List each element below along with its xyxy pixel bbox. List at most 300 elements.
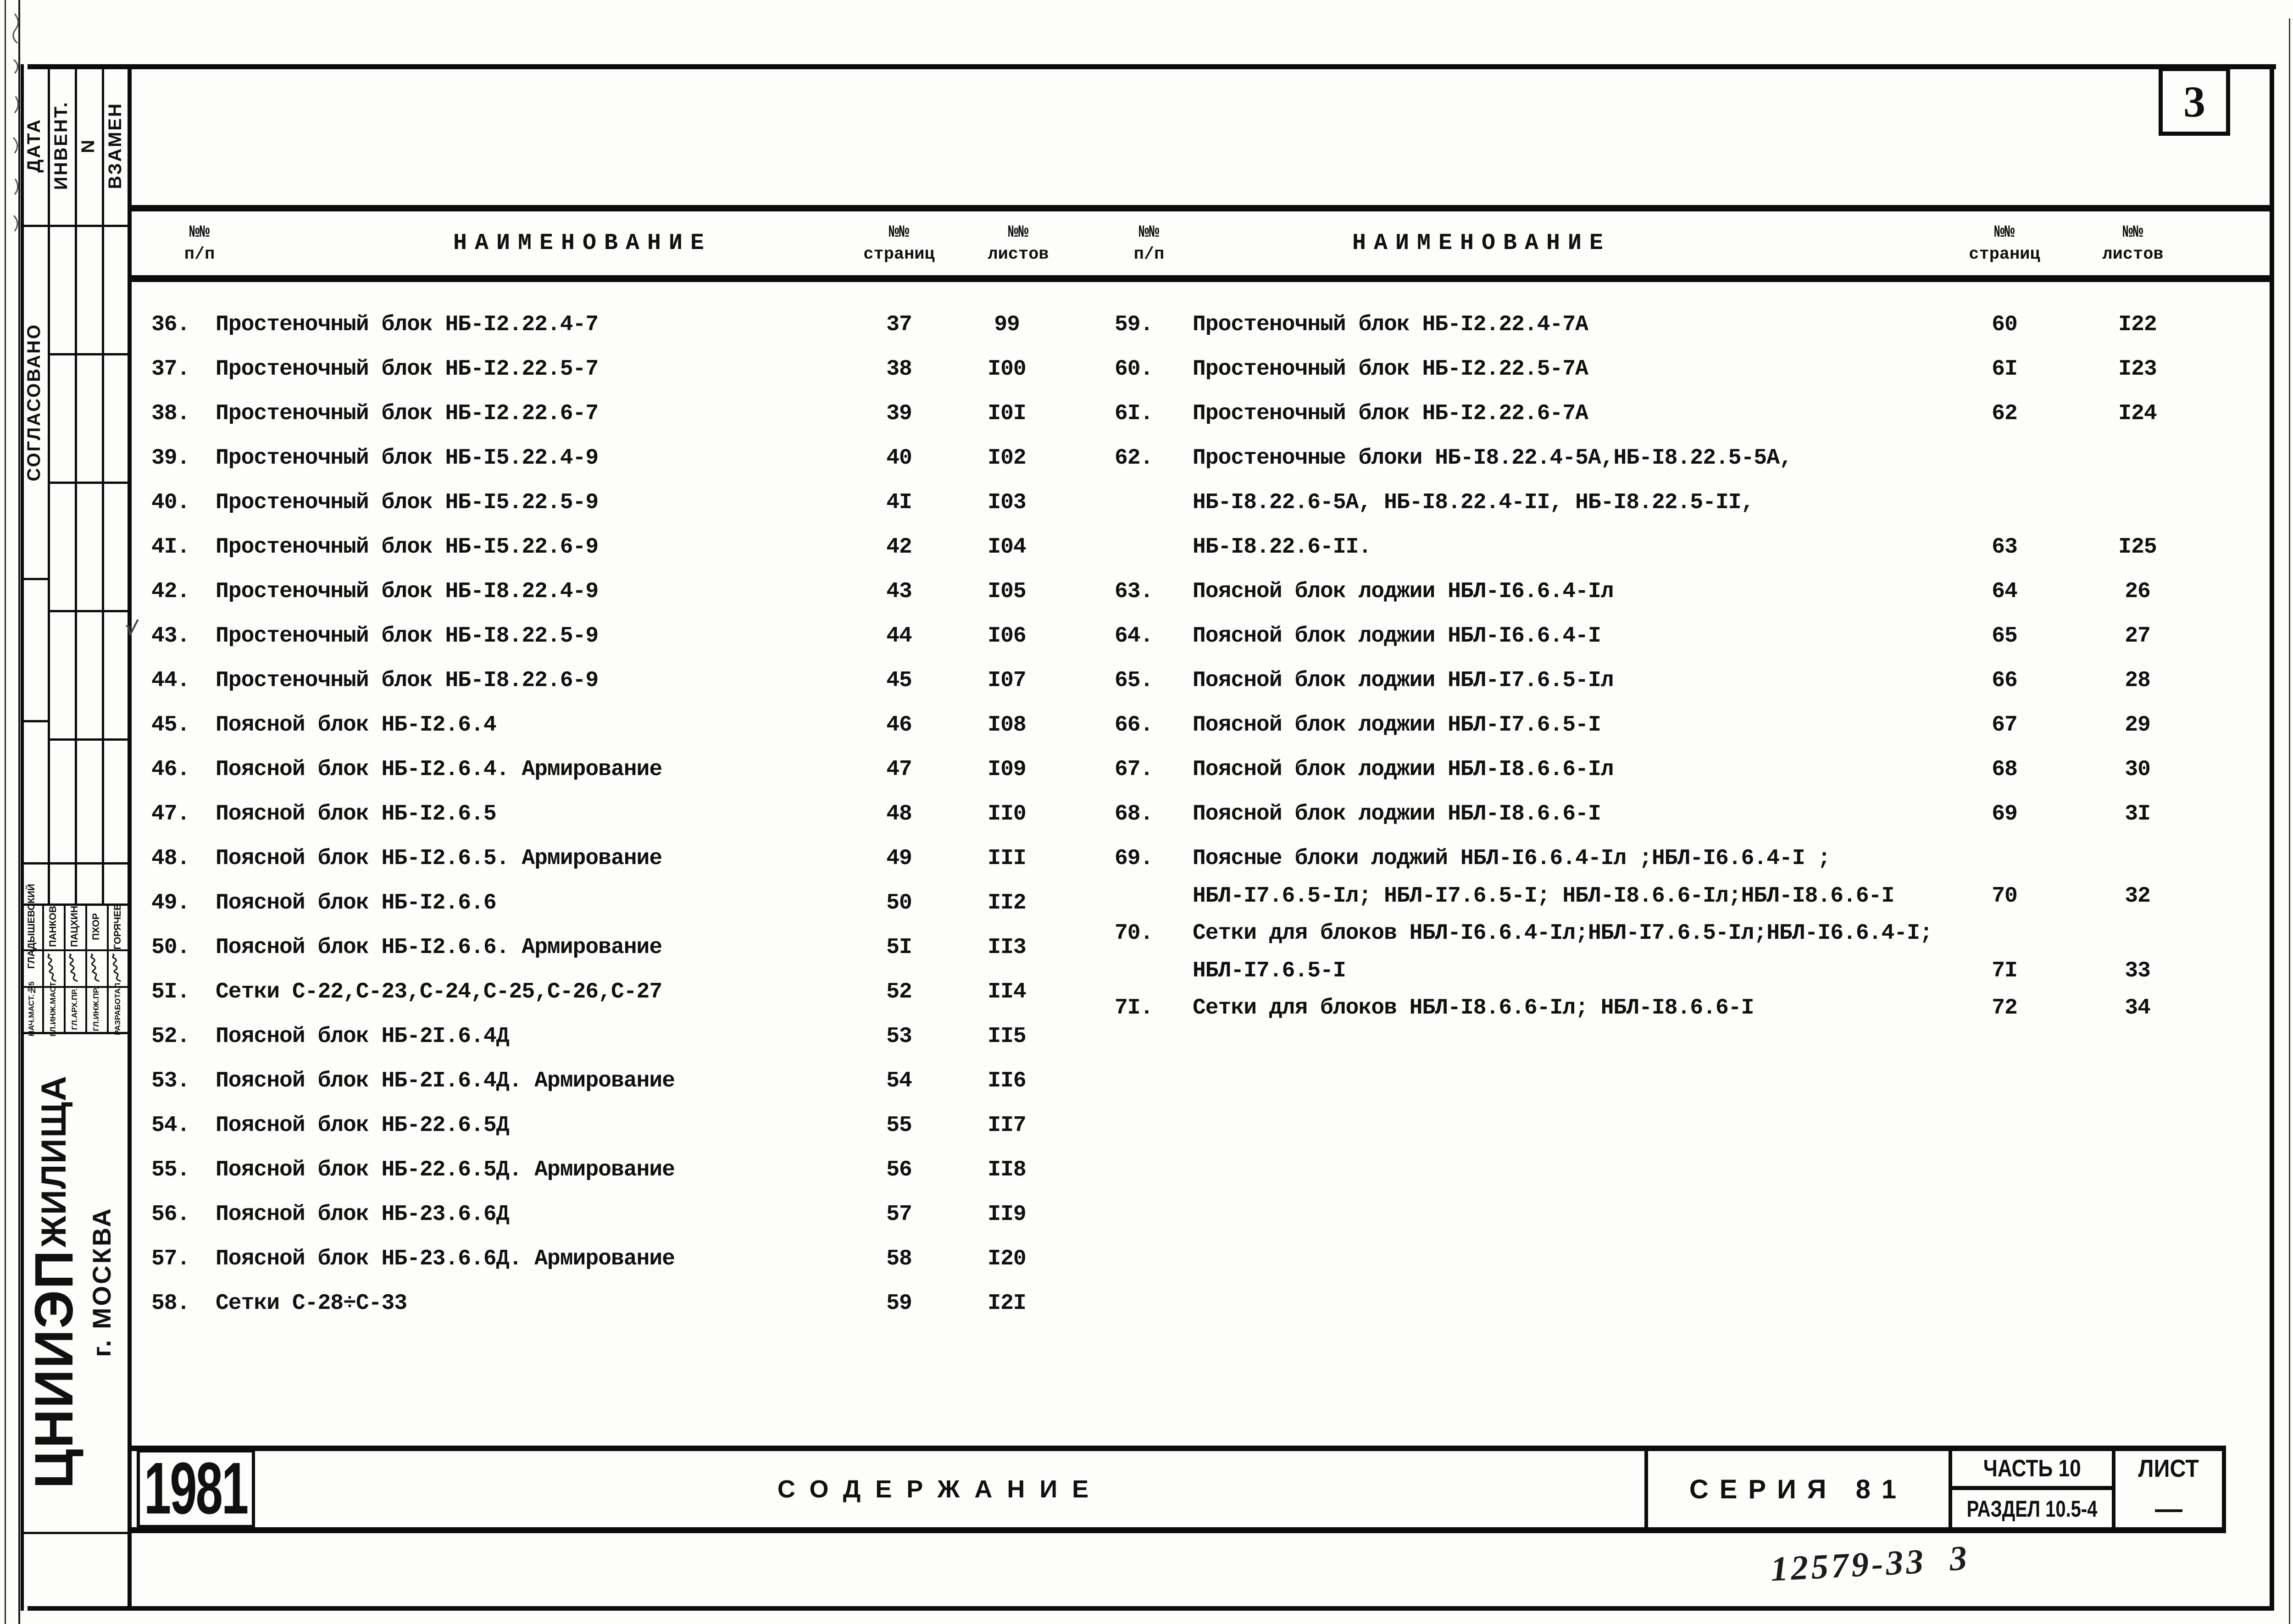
row-title-line: Поясной блок НБ-I2.6.5. Армирование <box>216 846 662 871</box>
sidebar-grid-line <box>48 610 131 612</box>
signer-column <box>21 884 44 1036</box>
header-name-left <box>307 211 858 275</box>
row-page: 39 <box>886 401 912 426</box>
row-page: 70 <box>1992 884 2017 909</box>
contents-title <box>665 1451 1216 1527</box>
header-pages-left <box>830 211 968 275</box>
header-no-sign: №№ <box>1994 222 2015 242</box>
row-page: 38 <box>886 357 912 382</box>
frame-bottom <box>28 1606 2274 1611</box>
row-number: 39. <box>151 446 190 471</box>
row-number: 36. <box>151 312 190 337</box>
row-sheet: III <box>988 846 1026 871</box>
row-title-line: Поясной блок лоджии НБЛ-I7.6.5-Iл <box>1193 668 1614 693</box>
header-name-label: НАИМЕНОВАНИЕ <box>453 230 712 256</box>
series-cell <box>1648 1451 1949 1527</box>
header-sheets-label: листов <box>2102 244 2164 264</box>
header-num-right <box>1103 211 1195 275</box>
stamp-sheet-text: 3 <box>1948 1538 1968 1579</box>
row-title-line: Поясной блок НБ-22.6.5Д. Армирование <box>216 1158 675 1182</box>
row-title <box>1193 986 2234 1031</box>
signer-role: РАЗРАБОТАЛ <box>113 982 122 1036</box>
row-page: 4I <box>886 490 912 515</box>
row-sheet: I25 <box>2118 535 2157 560</box>
row-page: 45 <box>886 668 912 693</box>
row-sheet: I06 <box>988 624 1026 648</box>
row-sheet: 34 <box>2125 996 2150 1020</box>
row-title <box>1193 911 2234 986</box>
header-num-left <box>151 211 248 275</box>
row-title-line: Простеночный блок НБ-I5.22.6-9 <box>216 535 599 560</box>
contents-title-text: СОДЕРЖАНИЕ <box>777 1475 1104 1503</box>
row-title-line: Сетки С-28÷С-33 <box>216 1291 407 1316</box>
row-page: 66 <box>1992 668 2017 693</box>
header-no-label: п/п <box>1133 244 1165 264</box>
sidebar-grid-line <box>21 1532 131 1534</box>
row-sheet: I0I <box>988 401 1026 426</box>
signer-column <box>64 903 87 1032</box>
row-number: 47. <box>151 802 190 826</box>
row-sheet: I04 <box>988 535 1026 560</box>
row-number: 56. <box>151 1202 190 1227</box>
replaced-label: ВЗАМЕН <box>105 102 125 189</box>
part-cell <box>1952 1451 2112 1486</box>
signature-icon <box>87 953 105 982</box>
table-header-bottom-rule <box>132 275 2271 282</box>
row-title-line: Простеночный блок НБ-I5.22.5-9 <box>216 490 599 515</box>
row-number: 57. <box>151 1247 190 1271</box>
toc-row <box>1115 303 2234 347</box>
toc-row <box>151 792 1092 837</box>
row-sheet: I20 <box>988 1247 1026 1271</box>
sidebar-agreed <box>21 227 48 578</box>
sidebar-header-data <box>21 67 48 225</box>
list-label-text: ЛИСТ <box>2138 1455 2199 1482</box>
toc-row <box>151 837 1092 881</box>
row-page: 47 <box>886 757 912 782</box>
institute-acronym: ЦНИИЭП <box>23 1249 84 1489</box>
header-no-sign: №№ <box>888 222 910 242</box>
row-number: 5I. <box>151 980 190 1004</box>
signer-role-cell <box>64 986 85 1032</box>
row-sheet: I22 <box>2118 312 2157 337</box>
signer-name-cell <box>85 903 107 949</box>
stamp-sheet-handwritten <box>1948 1538 1968 1579</box>
row-title-line: Поясной блок лоджии НБЛ-I7.6.5-I <box>1193 713 1601 737</box>
row-title-line: Простеночный блок НБ-I5.22.4-9 <box>216 446 599 471</box>
row-sheet: II2 <box>988 891 1026 915</box>
row-number: 65. <box>1115 668 1153 693</box>
row-number: 50. <box>151 935 190 960</box>
row-number: 59. <box>1115 312 1153 337</box>
toc-row <box>151 392 1092 436</box>
row-number: 53. <box>151 1069 190 1093</box>
row-number: 46. <box>151 757 190 782</box>
row-title-line: Поясной блок лоджии НБЛ-I6.6.4-I <box>1193 624 1601 648</box>
part-text: ЧАСТЬ 10 <box>1983 1455 2081 1482</box>
header-pages-label: страниц <box>1969 244 2040 264</box>
row-sheet: I05 <box>988 579 1026 604</box>
row-title-line: Простеночный блок НБ-I2.22.4-7А <box>1193 312 1588 337</box>
row-number: 6I. <box>1115 401 1153 426</box>
signature-icon <box>109 953 127 982</box>
row-page: 69 <box>1992 802 2017 826</box>
header-name-right <box>1206 211 1757 275</box>
row-number: 43. <box>151 624 190 648</box>
sidebar-grid-line <box>48 482 131 484</box>
signer-name-cell <box>42 903 64 949</box>
signer-role: НАЧ.МАСТ.№5 <box>27 981 36 1036</box>
header-sheets-right <box>2073 211 2193 275</box>
toc-row <box>1115 347 2234 392</box>
toc-row <box>1115 703 2234 748</box>
titleblock-bottom-rule <box>132 1527 2226 1533</box>
row-sheet: 28 <box>2125 668 2150 693</box>
header-no-sign: №№ <box>1138 222 1160 242</box>
header-pages-label: страниц <box>863 244 935 264</box>
toc-row <box>151 1148 1092 1192</box>
row-title-line: Сетки для блоков НБЛ-I6.6.4-Iл;НБЛ-I7.6.5-Iл;НБЛ-I6.6.4-I; <box>1193 921 1932 946</box>
row-title-line: Поясной блок лоджии НБЛ-I8.6.6-Iл <box>1193 757 1614 782</box>
row-page: 7I <box>1992 959 2017 983</box>
row-page: 6I <box>1992 357 2017 382</box>
row-number: 45. <box>151 713 190 737</box>
sidebar-grid-line <box>21 862 131 865</box>
row-number: 68. <box>1115 802 1153 826</box>
institute-city: г. МОСКВА <box>87 1207 116 1357</box>
row-title <box>1193 303 2234 347</box>
section-cell <box>1952 1490 2112 1527</box>
row-number: 66. <box>1115 713 1153 737</box>
signer-name: ПАЦХИН <box>69 906 80 947</box>
titleblock-mid-rule <box>1949 1486 2115 1490</box>
toc-row <box>151 1059 1092 1103</box>
sidebar-grid-line <box>48 738 131 741</box>
row-number: 55. <box>151 1158 190 1182</box>
signer-name: ПХОР <box>90 913 101 940</box>
header-pages-right <box>1936 211 2073 275</box>
row-page: 64 <box>1992 579 2017 604</box>
row-sheet: 99 <box>994 312 1020 337</box>
section-text: РАЗДЕЛ 10.5-4 <box>1966 1496 2098 1522</box>
row-sheet: 27 <box>2125 624 2150 648</box>
check-icon: √ <box>122 616 139 643</box>
date-label: ДАТА <box>24 118 44 173</box>
signature-block <box>21 884 128 1036</box>
row-sheet: II3 <box>988 935 1026 960</box>
row-title <box>1193 792 2234 837</box>
row-title-line: Простеночный блок НБ-I8.22.6-9 <box>216 668 599 693</box>
list-label-cell <box>2115 1451 2222 1486</box>
series-text: СЕРИЯ 81 <box>1689 1474 1908 1504</box>
toc-row <box>1115 614 2234 659</box>
header-no-label: п/п <box>184 244 215 264</box>
row-page: 52 <box>886 980 912 1004</box>
row-sheet: 30 <box>2125 757 2150 782</box>
titleblock-divider <box>1644 1446 1648 1533</box>
row-title-line: Поясной блок НБ-22.6.5Д <box>216 1113 509 1138</box>
toc-row <box>122 614 1092 659</box>
row-title-line: Поясной блок НБ-I2.6.4. Армирование <box>216 757 662 782</box>
toc-row <box>151 570 1092 614</box>
row-page: 59 <box>886 1291 912 1316</box>
row-number: 49. <box>151 891 190 915</box>
sidebar-grid-line <box>21 720 50 722</box>
row-title-line: Сетки С-22,С-23,С-24,С-25,С-26,С-27 <box>216 980 662 1004</box>
toc-row <box>151 1192 1092 1237</box>
toc-row <box>151 970 1092 1014</box>
sidebar-grid-line <box>48 353 131 355</box>
row-page: 62 <box>1992 401 2017 426</box>
frame-top <box>28 64 2276 69</box>
institute-block <box>21 1034 128 1530</box>
toc-row <box>1115 659 2234 703</box>
row-title-line: Поясной блок лоджии НБЛ-I8.6.6-I <box>1193 802 1601 826</box>
signature-cell <box>64 949 85 986</box>
signature-icon <box>44 953 62 982</box>
row-page: 67 <box>1992 713 2017 737</box>
signature-cell <box>85 949 107 986</box>
toc-row <box>151 347 1092 392</box>
row-sheet: II4 <box>988 980 1026 1004</box>
row-title-line: Поясной блок НБ-I2.6.4 <box>216 713 496 737</box>
row-number: 69. <box>1115 846 1153 871</box>
stamp-number-handwritten <box>1770 1541 1927 1590</box>
signer-name: ГОРЯЧЕВ <box>112 903 123 950</box>
row-sheet: 29 <box>2125 713 2150 737</box>
row-page: 50 <box>886 891 912 915</box>
row-title <box>1193 392 2234 436</box>
row-number: 48. <box>151 846 190 871</box>
sheet-number: 3 <box>2183 77 2205 126</box>
row-title-line: Простеночный блок НБ-I2.22.6-7 <box>216 401 599 426</box>
row-title-line: Простеночный блок НБ-I8.22.5-9 <box>216 624 599 648</box>
row-page: 44 <box>886 624 912 648</box>
row-page: 68 <box>1992 757 2017 782</box>
row-title-line: Поясной блок НБ-I2.6.5 <box>216 802 496 826</box>
row-sheet: 26 <box>2125 579 2150 604</box>
sidebar-grid-line <box>21 578 50 580</box>
row-page: 5I <box>886 935 912 960</box>
signer-name-cell <box>21 884 42 969</box>
row-page: 40 <box>886 446 912 471</box>
row-page: 63 <box>1992 535 2017 560</box>
signer-column <box>85 903 109 1032</box>
toc-row <box>1115 837 2234 911</box>
row-sheet: I08 <box>988 713 1026 737</box>
sidebar-header-invent-no <box>75 67 102 225</box>
row-page: 49 <box>886 846 912 871</box>
toc-row <box>1115 911 2234 986</box>
toc-row <box>151 525 1092 570</box>
row-number: 70. <box>1115 921 1153 946</box>
institute-word: ЖИЛИЩА <box>34 1075 73 1247</box>
agreed-label: СОГЛАСОВАНО <box>24 323 44 482</box>
toc-row <box>151 1103 1092 1148</box>
row-title-line: Простеночные блоки НБ-I8.22.4-5А,НБ-I8.22.5-5А, <box>1193 446 1792 471</box>
row-number: 62. <box>1115 446 1153 471</box>
row-page: 37 <box>886 312 912 337</box>
row-sheet: I02 <box>988 446 1026 471</box>
titleblock-top-rule <box>132 1446 2226 1451</box>
row-sheet: I2I <box>988 1291 1026 1316</box>
header-no-sign: №№ <box>189 222 210 242</box>
row-title <box>1193 748 2234 792</box>
row-title <box>1193 436 2234 570</box>
row-title <box>1193 347 2234 392</box>
row-title-line: Сетки для блоков НБЛ-I8.6.6-Iл; НБЛ-I8.6.6-I <box>1193 996 1754 1020</box>
row-number: 4I. <box>151 535 190 560</box>
toc-row <box>151 703 1092 748</box>
row-page: 48 <box>886 802 912 826</box>
signer-role: ГЛ.АРХ.ПР. <box>70 988 79 1030</box>
toc-row <box>1115 792 2234 837</box>
row-title-line: Поясной блок НБ-23.6.6Д. Армирование <box>216 1247 675 1271</box>
row-title <box>1193 614 2234 659</box>
header-sheets-label: листов <box>988 244 1049 264</box>
toc-row <box>1115 436 2234 570</box>
header-name-label: НАИМЕНОВАНИЕ <box>1352 230 1611 256</box>
toc-row <box>1115 570 2234 614</box>
row-number: 44. <box>151 668 190 693</box>
signer-column <box>42 903 66 1036</box>
row-title-line: Простеночный блок НБ-I2.22.5-7 <box>216 357 599 382</box>
row-title-line: НБЛ-I7.6.5-I <box>1193 959 1346 983</box>
row-sheet: I07 <box>988 668 1026 693</box>
signer-role-cell <box>85 986 107 1032</box>
row-number: 40. <box>151 490 190 515</box>
row-number: 58. <box>151 1291 190 1316</box>
row-title-line: Простеночный блок НБ-I8.22.4-9 <box>216 579 599 604</box>
row-number: 38. <box>151 401 190 426</box>
row-page: 65 <box>1992 624 2017 648</box>
row-number: 64. <box>1115 624 1153 648</box>
row-title-line: Поясной блок НБ-2I.6.4Д <box>216 1024 509 1049</box>
signer-name-cell <box>64 903 85 949</box>
row-title <box>1193 837 2234 911</box>
row-sheet: I23 <box>2118 357 2157 382</box>
row-sheet: 32 <box>2125 884 2150 909</box>
stamp-number-text: 12579-33 <box>1770 1542 1927 1589</box>
row-page: 43 <box>886 579 912 604</box>
row-sheet: I24 <box>2118 401 2157 426</box>
row-title <box>1193 659 2234 703</box>
toc-row <box>151 881 1092 926</box>
toc-row <box>151 1237 1092 1281</box>
row-title-line: Поясной блок НБ-I2.6.6. Армирование <box>216 935 662 960</box>
row-sheet: I03 <box>988 490 1026 515</box>
toc-row <box>151 748 1092 792</box>
row-page: 54 <box>886 1069 912 1093</box>
institute-name <box>23 1075 84 1489</box>
signer-name: ГЛАДЫШЕВСКИЙ <box>26 884 37 969</box>
row-title-line: Поясной блок лоджии НБЛ-I6.6.4-Iл <box>1193 579 1614 604</box>
list-value-cell <box>2115 1490 2222 1527</box>
year-box <box>137 1449 255 1528</box>
toc-row <box>1115 986 2234 1031</box>
row-number: 60. <box>1115 357 1153 382</box>
signer-role-cell <box>21 981 42 1036</box>
toc-row <box>151 1014 1092 1059</box>
signer-role: ГЛ.ИНЖ.МАСТ <box>48 981 57 1036</box>
row-title-line: НБ-I8.22.6-5А, НБ-I8.22.4-II, НБ-I8.22.5-II, <box>1193 490 1754 515</box>
sheet-number-box <box>2159 67 2230 136</box>
row-number: 67. <box>1115 757 1153 782</box>
header-no-sign: №№ <box>1008 222 1029 242</box>
row-number: 63. <box>1115 579 1153 604</box>
signer-role: ГЛ.ИНЖ.ПР. <box>91 987 100 1031</box>
header-no-sign: №№ <box>2122 222 2143 242</box>
row-title-line: Поясной блок НБ-23.6.6Д <box>216 1202 509 1227</box>
signer-name-cell <box>107 903 128 949</box>
year-value: 1981 <box>144 1447 248 1530</box>
row-title-line: НБ-I8.22.6-II. <box>1193 535 1371 560</box>
row-page: 42 <box>886 535 912 560</box>
frame-right <box>2270 64 2274 1611</box>
row-title-line: Простеночный блок НБ-I2.22.5-7А <box>1193 357 1588 382</box>
signature-cell <box>21 949 42 986</box>
signer-role-cell <box>42 981 64 1036</box>
row-title <box>1193 703 2234 748</box>
row-title <box>1193 570 2234 614</box>
row-page: 72 <box>1992 996 2017 1020</box>
sidebar-header-invent <box>48 67 75 225</box>
row-sheet: I00 <box>988 357 1026 382</box>
row-sheet: I09 <box>988 757 1026 782</box>
row-sheet: II5 <box>988 1024 1026 1049</box>
signature-icon <box>66 953 83 982</box>
row-page: 46 <box>886 713 912 737</box>
titleblock-right-rule <box>2222 1446 2226 1533</box>
row-sheet: 33 <box>2125 959 2150 983</box>
toc-row <box>151 659 1092 703</box>
toc-right-column <box>1115 303 2234 1031</box>
row-page: 55 <box>886 1113 912 1138</box>
row-title-line: Поясной блок НБ-I2.6.6 <box>216 891 496 915</box>
row-page: 60 <box>1992 312 2017 337</box>
toc-row <box>1115 392 2234 436</box>
toc-row <box>151 926 1092 970</box>
list-value-text: — <box>2155 1493 2182 1524</box>
toc-left-column <box>122 303 1092 1326</box>
toc-row <box>1115 748 2234 792</box>
row-sheet: II9 <box>988 1202 1026 1227</box>
table-header-top-rule <box>132 205 2271 211</box>
signature-cell <box>42 949 64 986</box>
row-sheet: II6 <box>988 1069 1026 1093</box>
toc-row <box>151 436 1092 481</box>
signer-role-cell <box>107 982 128 1036</box>
row-page: 58 <box>886 1247 912 1271</box>
sidebar-header-replaced <box>102 67 128 225</box>
signer-name: ПАНКОВ <box>47 906 58 947</box>
row-page: 56 <box>886 1158 912 1182</box>
row-title-line: НБЛ-I7.6.5-Iл; НБЛ-I7.6.5-I; НБЛ-I8.6.6-Iл;НБЛ-I8.6.6-I <box>1193 884 1894 909</box>
header-sheets-left <box>959 211 1078 275</box>
row-page: 53 <box>886 1024 912 1049</box>
row-title-line: Простеночный блок НБ-I2.22.4-7 <box>216 312 599 337</box>
row-sheet: II0 <box>988 802 1026 826</box>
signer-column <box>107 903 128 1036</box>
row-number: 37. <box>151 357 190 382</box>
toc-row <box>151 481 1092 525</box>
row-title-line: Простеночный блок НБ-I2.22.6-7А <box>1193 401 1588 426</box>
invent-no-label: N <box>78 138 98 153</box>
row-number: 52. <box>151 1024 190 1049</box>
invent-label: ИНВЕНТ. <box>51 101 71 190</box>
row-page: 57 <box>886 1202 912 1227</box>
row-sheet: II8 <box>988 1158 1026 1182</box>
